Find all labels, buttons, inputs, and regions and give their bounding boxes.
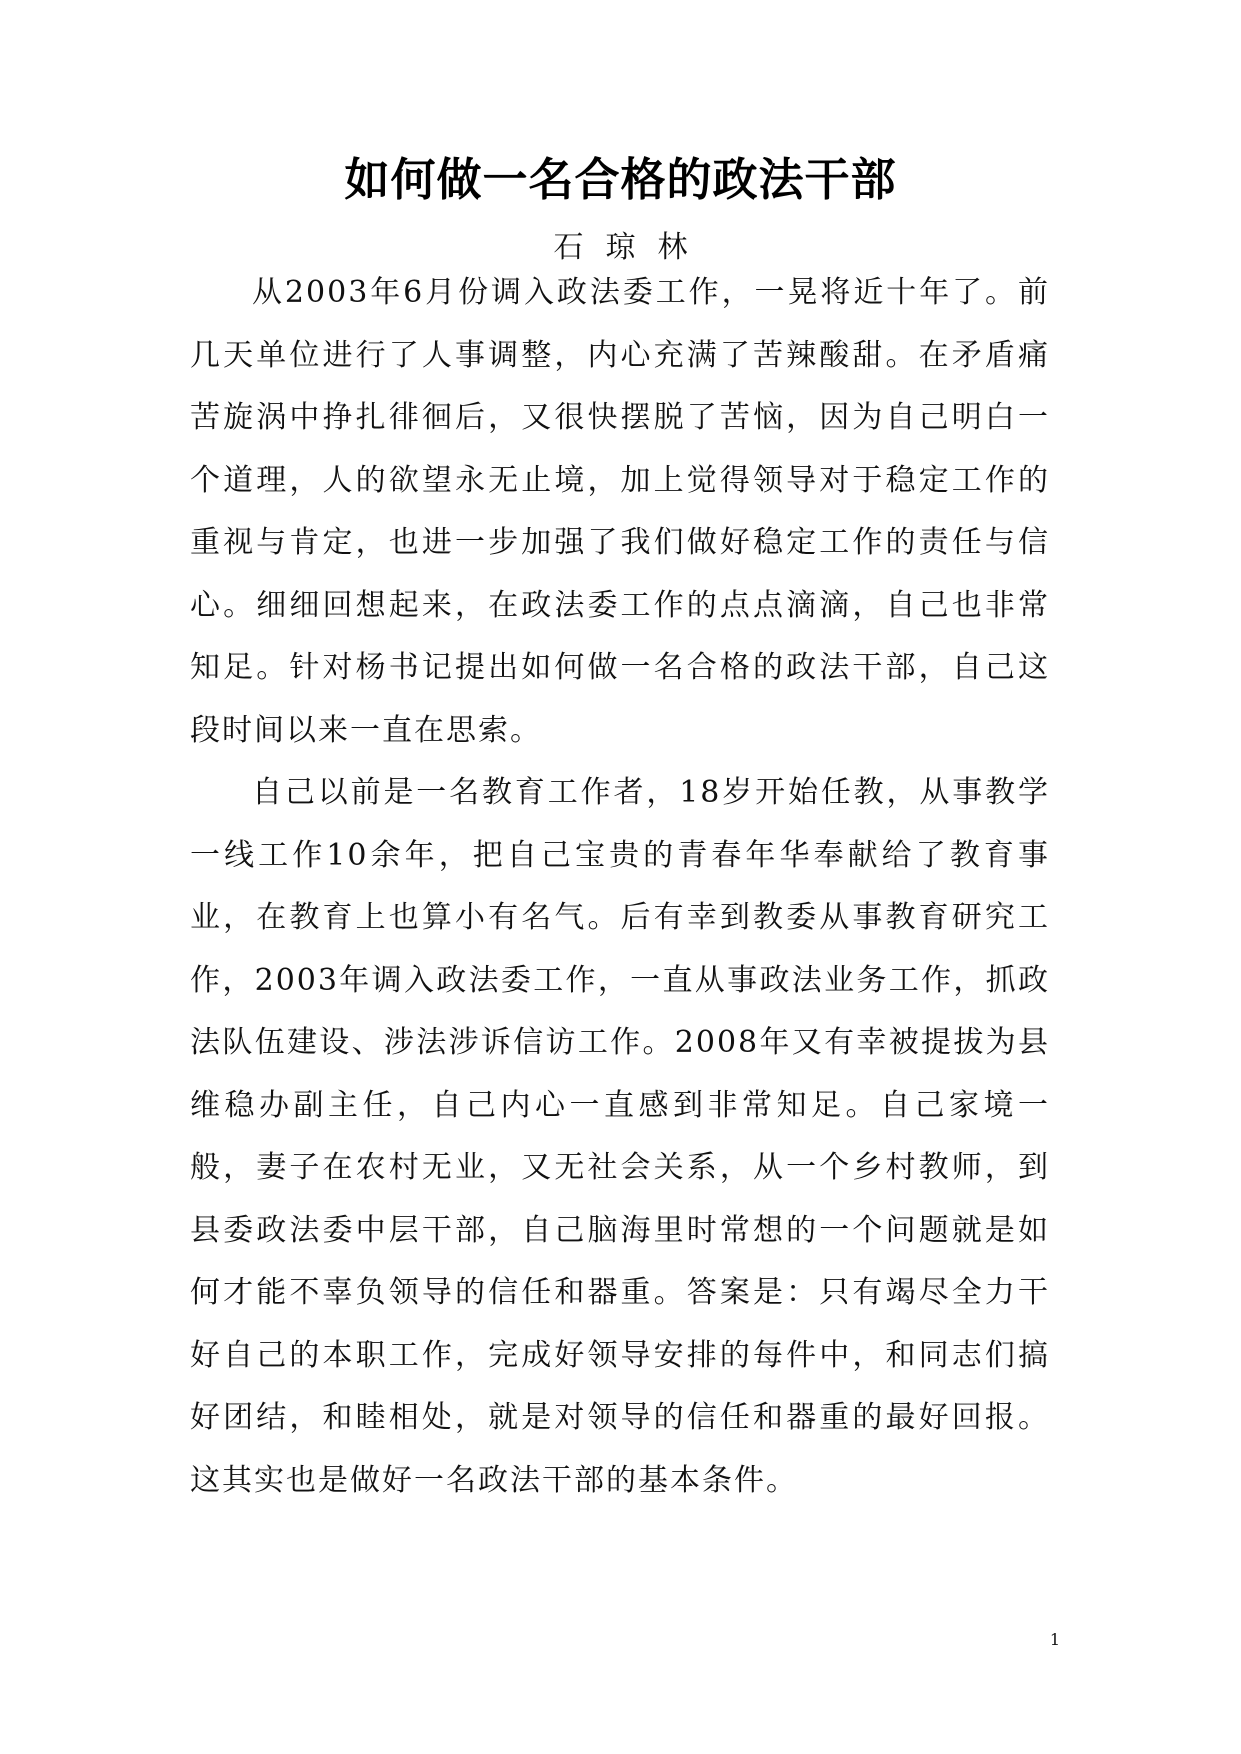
document-body [190,262,1050,1512]
paragraph-1: 从2003年6月份调入政法委工作，一晃将近十年了。前几天单位进行了人事调整，内心充满了苦辣酸甜。在矛盾痛苦旋涡中挣扎徘徊后，又很快摆脱了苦恼，因为自己明白一个道理，人的欲望永无止境，加上觉得领导对于稳定工作的重视与肯定，也进一步加强了我们做好稳定工作的责任与信心。细细回想起来，在政法委工作的点点滴滴，自己也非常知足。针对杨书记提出如何做一名合格的政法干部，自己这段时间以来一直在思索。 [190,275,1050,748]
document-title: 如何做一名合格的政法干部 [344,153,897,206]
paragraph-2: 自己以前是一名教育工作者，18岁开始任教，从事教学一线工作10余年，把自己宝贵的青春年华奉献给了教育事业，在教育上也算小有名气。后有幸到教委从事教育研究工作，2003年调入政法委工作，一直从事政法业务工作，抓政法队伍建设、涉法涉诉信访工作。2008年又有幸被提拔为县维稳办副主任，自己内心一直感到非常知足。自己家境一般，妻子在农村无业，又无社会关系，从一个乡村教师，到县委政法委中层干部，自己脑海里时常想的一个问题就是如何才能不辜负领导的信任和器重。答案是：只有竭尽全力干好自己的本职工作，完成好领导安排的每件中，和同志们搞好团结，和睦相处，就是对领导的信任和器重的最好回报。这其实也是做好一名政法干部的基本条件。 [190,775,1050,1498]
page-number: 1 [1049,1630,1060,1649]
author-name: 石琼林 [553,230,710,265]
